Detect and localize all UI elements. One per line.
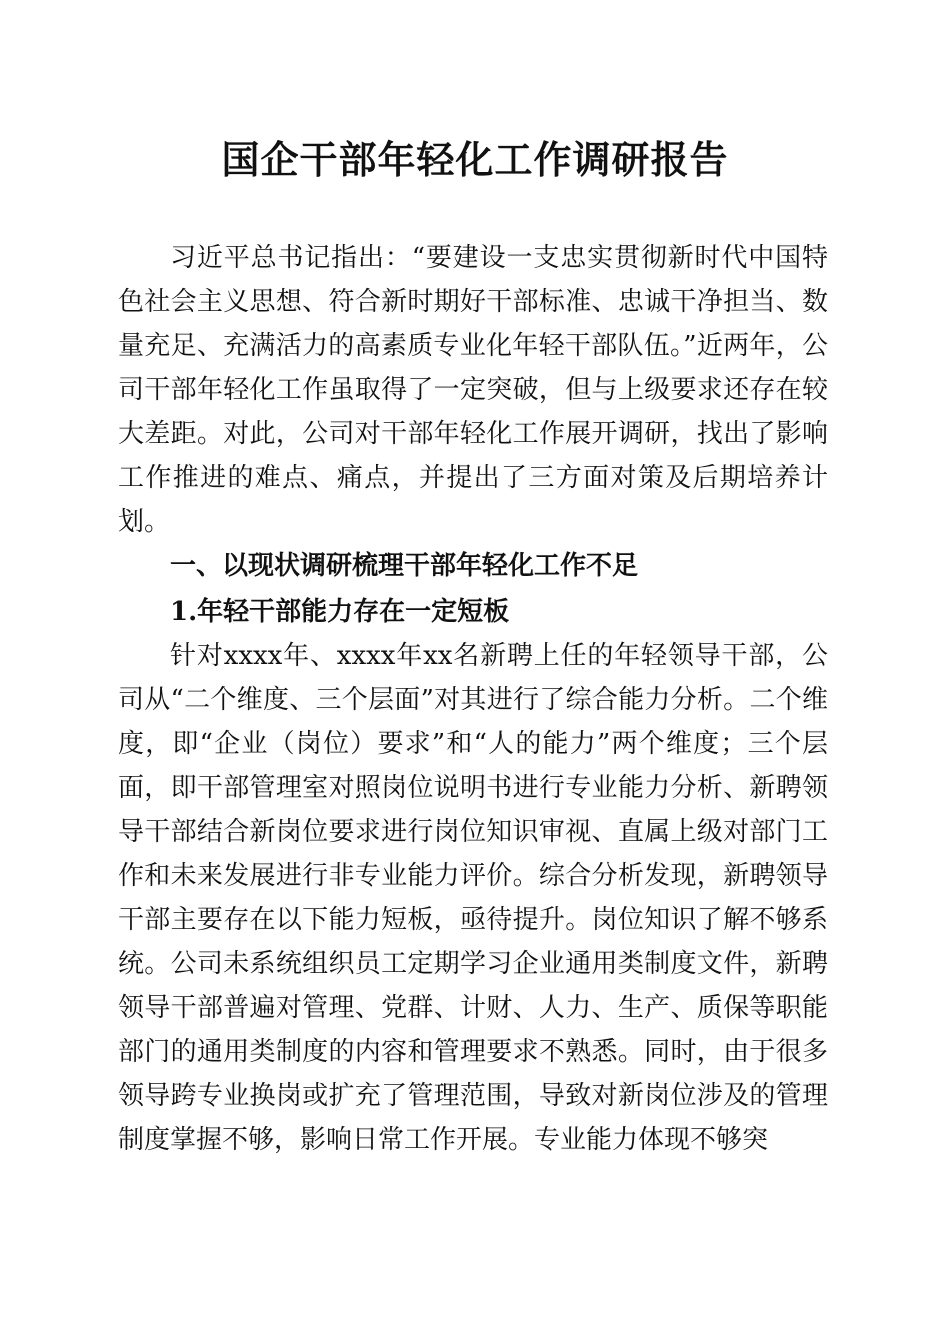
subsection-heading: 1.年轻干部能力存在一定短板 xyxy=(170,597,510,627)
section-heading: 一、以现状调研梳理干部年轻化工作不足 xyxy=(170,551,639,581)
intro-paragraph: 习近平总书记指出：“要建设一支忠实贯彻新时代中国特色社会主义思想、符合新时期好干部标准、忠诚干净担当、数量充足、充满活力的高素质专业化年轻干部队伍。”近两年，公司干部年轻化工作虽取得了一定突破，但与上级要求还存在较大差距。对此，公司对干部年轻化工作展开调研，找出了影响工作推进的难点、痛点，并提出了三方面对策及后期培养计划。 xyxy=(118,243,828,537)
document-title: 国企干部年轻化工作调研报告 xyxy=(221,137,729,182)
body-paragraph: 针对xxxx年、xxxx年xx名新聘上任的年轻领导干部，公司从“二个维度、三个层面”对其进行了综合能力分析。二个维度，即“企业（岗位）要求”和“人的能力”两个维度；三个层面，即干部管理室对照岗位说明书进行专业能力分析、新聘领导干部结合新岗位要求进行岗位知识审视、直属上级对部门工作和未来发展进行非专业能力评价。综合分析发现，新聘领导干部主要存在以下能力短板，亟待提升。岗位知识了解不够系统。公司未系统组织员工定期学习企业通用类制度文件，新聘领导干部普遍对管理、党群、计财、人力、生产、质保等职能部门的通用类制度的内容和管理要求不熟悉。同时，由于很多领导跨专业换岗或扩充了管理范围，导致对新岗位涉及的管理制度掌握不够，影响日常工作开展。专业能力体现不够突 xyxy=(118,641,828,1155)
